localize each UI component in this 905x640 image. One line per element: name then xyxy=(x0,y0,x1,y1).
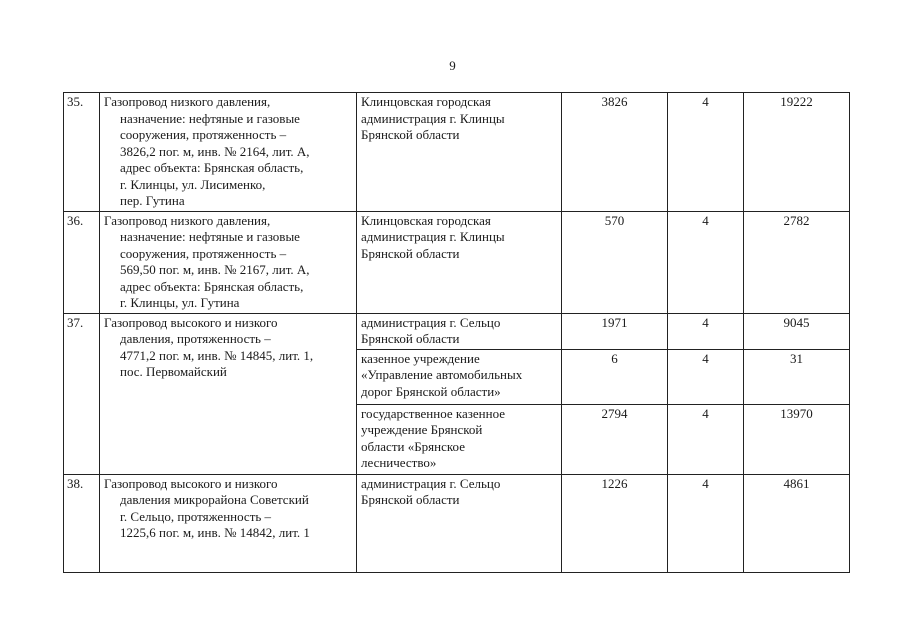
recipient xyxy=(357,93,562,212)
page-number: 9 xyxy=(449,58,456,73)
recipient-line: Клинцовская городская xyxy=(361,212,491,228)
object-line: давления, протяженность – xyxy=(120,331,271,346)
row-number: 36. xyxy=(64,211,100,313)
recipient xyxy=(357,211,562,313)
recipient xyxy=(357,313,562,349)
length-value: 3826 xyxy=(562,93,668,212)
object-description xyxy=(100,211,357,313)
recipient xyxy=(357,404,562,474)
row-number: 37. xyxy=(64,313,100,474)
table-row xyxy=(64,474,850,572)
recipient-line: Брянской области xyxy=(361,331,460,346)
object-line: адрес объекта: Брянская область, xyxy=(120,278,304,294)
length-value: 1971 xyxy=(562,313,668,349)
column-4-value: 4 xyxy=(668,211,744,313)
length-value: 1226 xyxy=(562,474,668,572)
recipient xyxy=(357,349,562,404)
object-description xyxy=(100,313,357,474)
object-line: Газопровод низкого давления, xyxy=(104,94,271,109)
row-number: 35. xyxy=(64,93,100,212)
length-value: 6 xyxy=(562,349,668,404)
recipient-line: администрация г. Сельцо xyxy=(361,314,501,330)
recipient-line: учреждение Брянской xyxy=(361,422,483,437)
object-line: г. Клинцы, ул. Лисименко, xyxy=(120,176,266,192)
object-line: 3826,2 пог. м, инв. № 2164, лит. А, xyxy=(120,143,310,159)
object-line: Газопровод низкого давления, xyxy=(104,212,271,228)
column-4-value: 4 xyxy=(668,404,744,474)
object-line: Газопровод высокого и низкого xyxy=(104,314,278,330)
object-line: адрес объекта: Брянская область, xyxy=(120,160,304,175)
object-line: 1225,6 пог. м, инв. № 14842, лит. 1 xyxy=(120,525,310,540)
column-5-value: 19222 xyxy=(744,93,850,212)
object-line: 4771,2 пог. м, инв. № 14845, лит. 1, xyxy=(120,347,314,363)
column-5-value: 4861 xyxy=(744,474,850,572)
recipient-line: Брянской области xyxy=(361,245,460,261)
row-number: 38. xyxy=(64,474,100,572)
column-5-value: 9045 xyxy=(744,313,850,349)
table-row xyxy=(64,211,850,313)
object-line: пос. Первомайский xyxy=(120,364,227,379)
object-line: давления микрорайона Советский xyxy=(120,492,309,507)
object-description xyxy=(100,474,357,572)
column-4-value: 4 xyxy=(668,349,744,404)
recipient-line: администрация г. Клинцы xyxy=(361,110,505,126)
table-row xyxy=(64,93,850,212)
column-4-value: 4 xyxy=(668,93,744,212)
object-line: назначение: нефтяные и газовые xyxy=(120,110,300,126)
recipient-line: Брянской области xyxy=(361,127,460,142)
recipient-line: администрация г. Клинцы xyxy=(361,229,505,244)
object-line: пер. Гутина xyxy=(120,193,185,208)
object-line: назначение: нефтяные и газовые xyxy=(120,229,300,244)
recipient-line: администрация г. Сельцо xyxy=(361,475,501,491)
length-value: 2794 xyxy=(562,404,668,474)
object-line: сооружения, протяженность – xyxy=(120,245,287,261)
table-row xyxy=(64,313,850,349)
column-5-value: 13970 xyxy=(744,404,850,474)
recipient-line: казенное учреждение xyxy=(361,350,480,366)
recipient-line: области «Брянское xyxy=(361,438,465,454)
object-description xyxy=(100,93,357,212)
length-value: 570 xyxy=(562,211,668,313)
object-line: сооружения, протяженность – xyxy=(120,127,287,142)
property-table xyxy=(63,92,850,573)
recipient-line: государственное казенное xyxy=(361,405,506,421)
recipient-line: лесничество» xyxy=(361,455,437,470)
column-5-value: 31 xyxy=(744,349,850,404)
recipient-line: «Управление автомобильных xyxy=(361,367,523,382)
object-line: г. Сельцо, протяженность – xyxy=(120,508,272,524)
object-line: Газопровод высокого и низкого xyxy=(104,475,278,491)
recipient-line: дорог Брянской области» xyxy=(361,383,501,399)
object-line: 569,50 пог. м, инв. № 2167, лит. А, xyxy=(120,262,310,277)
recipient-line: Клинцовская городская xyxy=(361,94,491,109)
column-4-value: 4 xyxy=(668,474,744,572)
column-4-value: 4 xyxy=(668,313,744,349)
recipient-line: Брянской области xyxy=(361,492,460,507)
column-5-value: 2782 xyxy=(744,211,850,313)
object-line: г. Клинцы, ул. Гутина xyxy=(120,295,240,310)
recipient xyxy=(357,474,562,572)
